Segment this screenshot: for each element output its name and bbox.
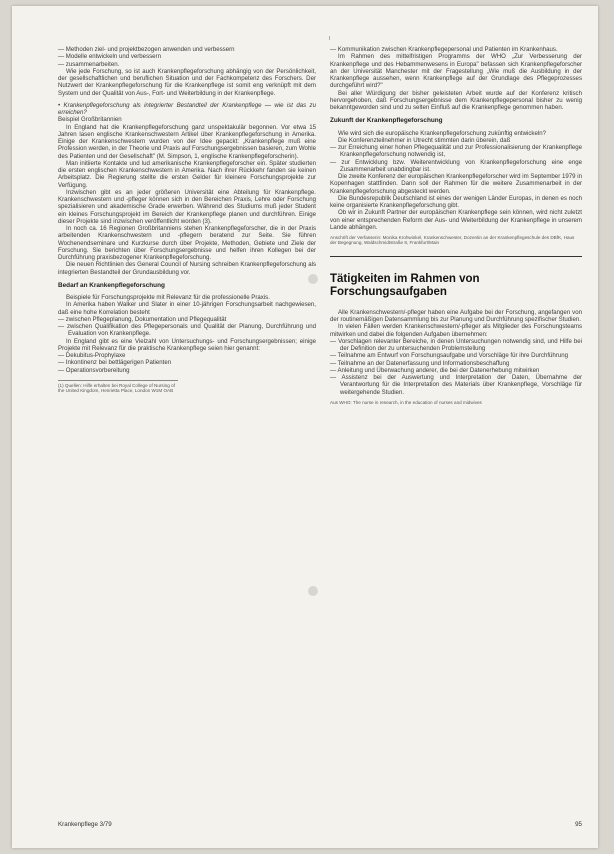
left-column bbox=[58, 46, 316, 394]
document-page bbox=[12, 6, 598, 848]
italic-bullet: • Krankenpflegeforschung als integrierter Bestandteil der Krankenpflege — wie ist das zu erreichen? bbox=[58, 101, 316, 116]
list-item: — Anleitung und Überwachung anderer, die bei der Datenerhebung mitwirken bbox=[330, 366, 540, 374]
paragraph: Beispiele für Forschungsprojekte mit Relevanz für die professionelle Praxis. bbox=[66, 294, 270, 301]
paragraph: Die zweite Konferenz der europäischen Krankenpflegeforscher wird im September 1979 in Kopenhagen stattfinden. Dann soll der Rahmen für die weitere Zusammenarbeit in der Krankenpflegeforschung abgesteckt werden. bbox=[330, 173, 582, 195]
list-item: — Kommunikation zwischen Krankenpflegepersonal und Patienten im Krankenhaus. bbox=[330, 46, 558, 53]
sidebar-heading: Tätigkeiten im Rahmen von Forschungsaufgaben bbox=[330, 272, 480, 298]
paragraph: In vielen Fällen werden Krankenschwestern/-pfleger als Mitglieder des Forschungsteams mitwirken und dabei die folgenden Aufgaben übernehmen: bbox=[330, 323, 582, 338]
section-heading: Bedarf an Krankenpflegeforschung bbox=[58, 281, 165, 289]
paragraph: Bei aller Würdigung der bisher geleisteten Arbeit wurde auf der Konferenz kritisch hervorgehoben, daß Forschungsergebnisse dem Krankenpflegepersonal bisher zu wenig bekanntgeworden sind und zu selten Einfluß auf die Krankenpflege genommen haben. bbox=[330, 89, 582, 111]
right-list-bottom bbox=[330, 338, 582, 396]
list-item: — Vorschlagen relevanter Bereiche, in denen Untersuchungen notwendig sind, und Hilfe bei der Definition der zu untersuchenden Problemstellung bbox=[330, 337, 582, 353]
paragraph: Wie wird sich die europäische Krankenpflegeforschung zukünftig entwickeln? bbox=[338, 129, 546, 137]
list-item: — Operationsvorbereitung bbox=[58, 366, 130, 374]
list-item: — zusammenarbeiten. bbox=[58, 60, 120, 68]
corner-mark: I bbox=[328, 36, 330, 42]
left-list-top bbox=[58, 46, 316, 68]
author-footnote: Anschrift der Verfasserin: Monika Krohwinkel, Krankenschwester, Dozentin an der Krankenpflegeschule des DBfK, Haus der Begegnung, Waldschmidtstraße 8, Frankfurt/Main bbox=[330, 235, 575, 246]
page-number: 95 bbox=[575, 821, 582, 828]
list-item: — zwischen Qualifikation des Pflegepersonals und Qualität der Planung, Durchführung und Evaluation von Krankenpflege. bbox=[58, 323, 316, 338]
paragraph: Ob wir in Zukunft Partner der europäischen Krankenpflege sein können, wird nicht zuletzt von einer entsprechenden Reform der Aus- und Weiterbildung der Krankenpflege in unserem Lande abhängen. bbox=[330, 209, 582, 231]
source-footnote: Aus WHO: The nurse in research, in the education of nurses and midwives bbox=[330, 399, 482, 405]
paragraph: Die neuen Richtlinien des General Council of Nursing schreiben Krankenpflegeforschung als integrierten Bestandteil der Grundausbildung vor. bbox=[58, 261, 316, 276]
paragraph: Man initiierte Kontakte und lud amerikanische Krankenpflegeforscher ein. Später studierten die ersten englischen Krankenschwestern in Amerika. Nach ihrer Rückkehr fanden sie keinen Arbeitsplatz. Die Regierung stellte die ersten Gelder für kleinere Forschungsprojekte zur Verfügung. bbox=[58, 159, 316, 189]
example-heading: Beispiel Großbritannien bbox=[58, 116, 122, 124]
paragraph: Wie jede Forschung, so ist auch Krankenpflegeforschung abhängig von der Persönlichkeit, der gesellschaftlichen und beruflichen Situation und der Fachkompetenz des Forschers. Der Nutzwert der Krankenpflegeforschung für die Krankenpflege ist somit eng verknüpft mit dem System und der Qualität von Aus-, Fort- und Weiterbildung in der Krankenpflege. bbox=[58, 67, 316, 97]
footer-journal: Krankenpflege 3/79 bbox=[58, 821, 112, 828]
list-item: — zur Entwicklung bzw. Weiterentwicklung von Krankenpflegeforschung eine enge Zusammenarbeit unabdingbar ist. bbox=[330, 158, 582, 173]
right-list-mid bbox=[330, 144, 582, 173]
punch-hole bbox=[308, 586, 318, 596]
left-list-bottom bbox=[58, 352, 316, 374]
paragraph: Inzwischen gibt es an jeder größeren Universität eine Abteilung für Krankenpflege. Krankenschwestern und -pfleger können sich in den Bereichen Praxis, Lehre oder Forschung spezialisieren und akademische Grade erwerben. Während des Studiums muß jeder Student ein kleines Forschungsprojekt im Bereich der Krankenpflege planen und durchführen. Einige dieser Projekte sind inzwischen veröffentlicht worden (3). bbox=[58, 188, 316, 225]
divider bbox=[330, 256, 582, 257]
list-item: — zwischen Pflegeplanung, Dokumentation und Pflegequalität bbox=[58, 315, 227, 323]
footnote: (1) Quellen: Hilfe erhalten bei Royal College of Nursing of the United Kingdom, Henrietta Place, London W1M OAB bbox=[58, 380, 178, 394]
list-item: — Modelle entwickeln und verbessern bbox=[58, 53, 161, 61]
right-column bbox=[330, 46, 582, 405]
section-heading: Zukunft der Krankenpflegeforschung bbox=[330, 117, 443, 125]
left-list-mid bbox=[58, 316, 316, 338]
paragraph: Alle Krankenschwestern/-pfleger haben eine Aufgabe bei der Forschung, angefangen von der routinemäßigen Datensammlung bis zur Planung und Durchführung spezifischer Studien. bbox=[330, 308, 582, 324]
paragraph: Die Konferenzteilnehmer in Utrecht stimmten darin überein, daß bbox=[338, 136, 511, 144]
paragraph: Im Rahmen des mittelfristigen Programms der WHO „Zur Verbesserung der Krankenpflege und des Hebammenwesens in Europa" befassen sich Krankenpflegeforscher an der Universität Manchester mit der Fragestellung „Wie muß die Ausbildung in der Krankenpflege aussehen, wenn Krankenpflege auf der Grundlage des Pflegeprozesses durchgeführt wird?" bbox=[330, 53, 582, 90]
list-item: — Assistenz bei der Auswertung und Interpretation der Daten, Übernahme der Verantwortung für die Interpretation des Materials über Krankenpflege, Vorschläge für weitergehende Studien. bbox=[330, 374, 582, 396]
list-item: — Teilnahme am Entwurf von Forschungsaufgabe und Vorschläge für ihre Durchführung bbox=[330, 352, 569, 360]
paragraph: In England hat die Krankenpflegeforschung ganz unspektakulär begonnen. Vor etwa 15 Jahren lasen englische Krankenschwestern Artikel über Krankenpflegeforschung in Amerika. Einige der Krankenschwestern wurden von der Idee gepackt: „Krankenpflege muß eine Profession werden, in der Theorie und Praxis auf Forschungsergebnissen basieren, zum Wohle des Patienten und der Gesellschaft" (M. Simpson, 1, englische Krankenpflegeforscherin). bbox=[58, 123, 316, 160]
list-item: — Teilnahme an der Datenerfassung und Informationsbeschaffung bbox=[330, 359, 510, 367]
list-item: — Inkontinenz bei bettlägerigen Patienten bbox=[58, 359, 172, 367]
paragraph: In England gibt es eine Vielzahl von Untersuchungs- und Forschungsergebnissen; einige Projekte mit Relevanz für die praktische Krankenpflege seien hier genannt: bbox=[58, 337, 316, 352]
paragraph: In Amerika haben Walker und Slater in einer 10-jährigen Forschungsarbeit nachgewiesen, daß eine hohe Korrelation besteht bbox=[58, 301, 316, 316]
list-item: — Methoden ziel- und projektbezogen anwenden und verbessern bbox=[58, 46, 235, 53]
paragraph: Die Bundesrepublik Deutschland ist eines der wenigen Länder Europas, in denen es noch keine organisierte Krankenpflegeforschung gibt. bbox=[330, 194, 582, 209]
right-list-top bbox=[330, 46, 582, 53]
list-item: — Dekubitus-Prophylaxe bbox=[58, 352, 126, 359]
list-item: — zur Erreichung einer hohen Pflegequalität und zur Professionalisierung der Krankenpflege Krankenpflegeforschung notwendig ist, bbox=[330, 144, 582, 159]
paragraph: In noch ca. 16 Regionen Großbritanniens stehen Krankenpflegeforscher, die in der Praxis arbeitenden Krankenschwestern und -pflegern beratend zur Seite. Sie führen Wochenendseminare und Kurzkurse durch über Projekte, Methoden, Gebiete und Ziele der Forschung. Sie berichten über Forschungsergebnisse und helfen ihren Kollegen bei der Durchführung praxisbezogener Krankenpflegeforschung. bbox=[58, 225, 316, 261]
